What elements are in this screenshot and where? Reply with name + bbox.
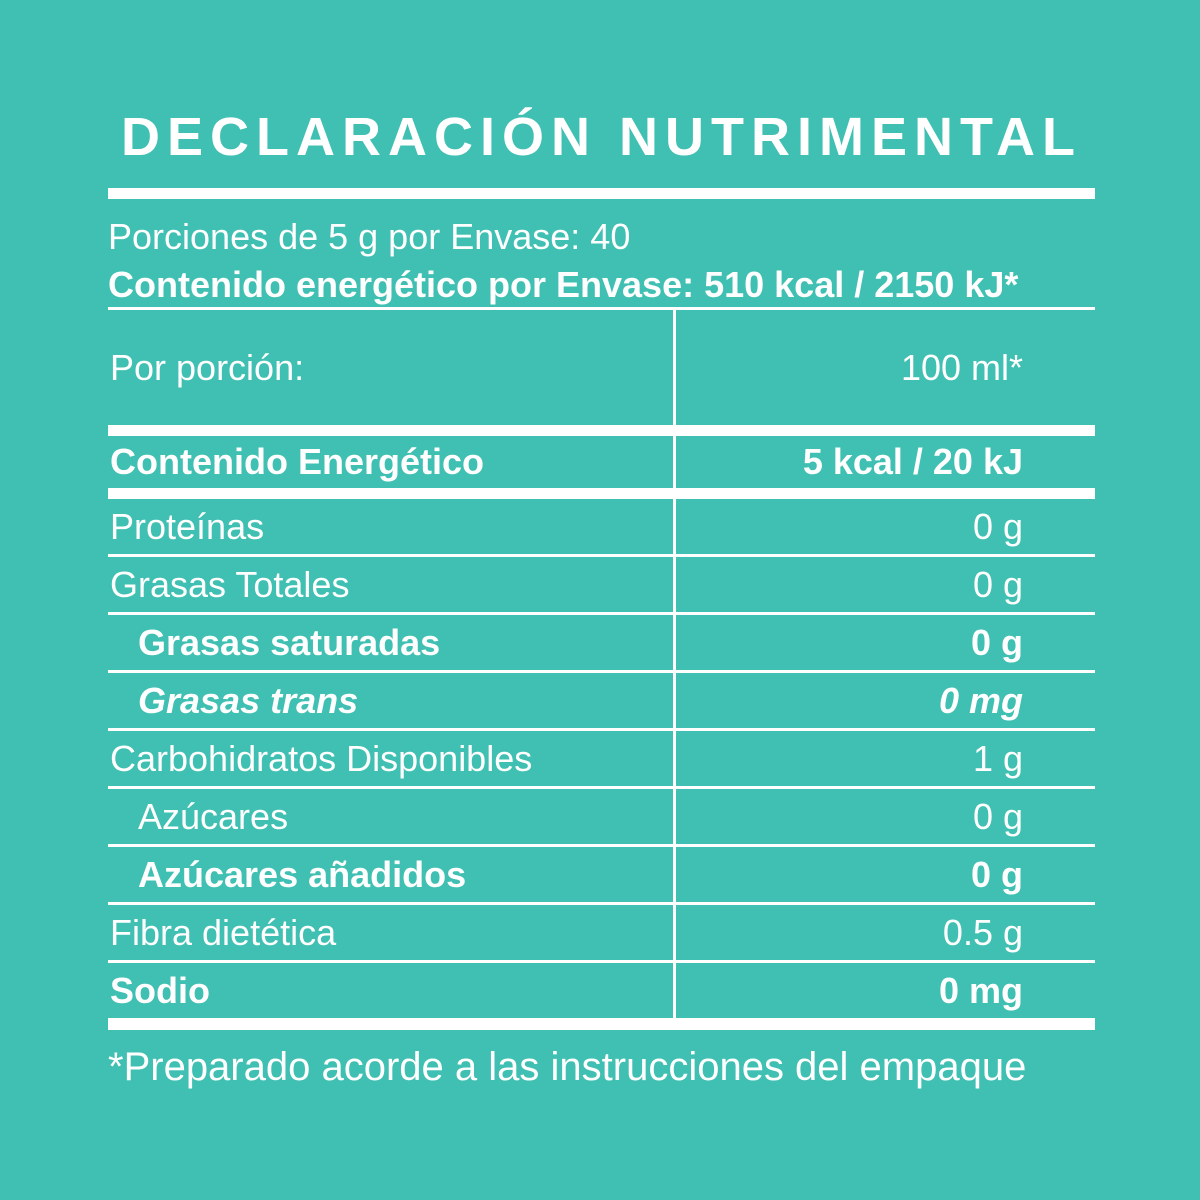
table-header-row — [108, 310, 1095, 425]
thick-separator — [108, 425, 1095, 436]
table-row — [108, 847, 1095, 905]
nutrient-label: Contenido Energético — [110, 441, 485, 482]
table-row — [108, 963, 1095, 1018]
title-rule — [108, 188, 1095, 199]
page-title: DECLARACIÓN NUTRIMENTAL — [121, 107, 1082, 167]
nutrient-value: 1 g — [972, 737, 1023, 779]
nutrient-label: Grasas saturadas — [138, 621, 441, 663]
per-serving-value: 100 ml* — [900, 346, 1023, 388]
table-row — [108, 673, 1095, 731]
nutrition-table — [108, 307, 1095, 1030]
table-row — [108, 789, 1095, 847]
nutrient-value: 0 g — [972, 505, 1023, 547]
nutrition-rows — [108, 499, 1095, 1018]
nutrient-label: Grasas trans — [138, 679, 359, 721]
nutrient-label: Azúcares — [138, 795, 289, 837]
table-row — [108, 557, 1095, 615]
table-row — [108, 499, 1095, 557]
nutrient-value: 0 mg — [938, 679, 1023, 721]
per-serving-label: Por porción: — [110, 346, 305, 388]
table-row — [108, 615, 1095, 673]
energy-content-row — [108, 436, 1095, 488]
nutrient-label: Grasas Totales — [110, 563, 350, 605]
nutrient-value: 0.5 g — [942, 911, 1023, 953]
thick-separator — [108, 488, 1095, 499]
nutrition-label — [108, 0, 1095, 1091]
nutrient-label: Proteínas — [110, 505, 265, 547]
table-row — [108, 905, 1095, 963]
nutrient-value: 0 mg — [938, 969, 1023, 1011]
column-divider — [673, 310, 676, 1030]
servings-text: Porciones de 5 g por Envase: 40 — [108, 216, 631, 257]
nutrient-label: Fibra dietética — [110, 911, 337, 953]
bottom-bar — [108, 1018, 1095, 1030]
nutrient-value: 5 kcal / 20 kJ — [802, 441, 1023, 482]
table-row — [108, 731, 1095, 789]
nutrient-value: 0 g — [970, 621, 1023, 663]
energy-per-package-text: Contenido energético por Envase: 510 kcal / 2150 kJ* — [108, 264, 1019, 305]
preparation-footnote: *Preparado acorde a las instrucciones del empaque — [108, 1045, 1027, 1089]
nutrient-value: 0 g — [972, 795, 1023, 837]
nutrient-label: Azúcares añadidos — [138, 853, 467, 895]
nutrient-value: 0 g — [972, 563, 1023, 605]
nutrient-label: Carbohidratos Disponibles — [110, 737, 533, 779]
nutrient-value: 0 g — [970, 853, 1023, 895]
nutrient-label: Sodio — [110, 969, 210, 1011]
